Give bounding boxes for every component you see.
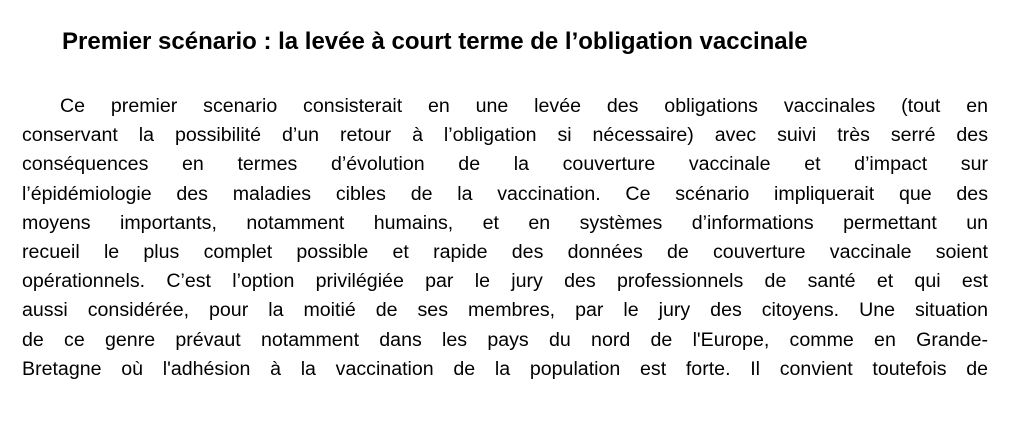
body-paragraph [22,92,988,384]
paragraph-line: opérationnels. C’est l’option privilégiée par le jury des professionnels de santé et qui est [22,270,988,293]
paragraph-line: Bretagne où l'adhésion à la vaccination de la population est forte. Il convient toutefois de [22,357,988,380]
paragraph-line: moyens importants, notamment humains, et en systèmes d’informations permettant un [22,211,988,234]
section-heading: Premier scénario : la levée à court terme de l’obligation vaccinale [62,28,808,55]
paragraph-line: aussi considérée, pour la moitié de ses membres, par le jury des citoyens. Une situation [22,299,988,322]
paragraph-line: conséquences en termes d’évolution de la couverture vaccinale et d’impact sur [22,153,988,176]
paragraph-line: l’épidémiologie des maladies cibles de la vaccination. Ce scénario impliquerait que des [22,182,988,205]
paragraph-line: de ce genre prévaut notamment dans les pays du nord de l'Europe, comme en Grande- [22,328,988,351]
paragraph-line: conservant la possibilité d’un retour à l’obligation si nécessaire) avec suivi très serré des [22,124,988,147]
paragraph-line: recueil le plus complet possible et rapide des données de couverture vaccinale soient [22,240,988,263]
paragraph-line: Ce premier scenario consisterait en une levée des obligations vaccinales (tout en [60,95,988,117]
